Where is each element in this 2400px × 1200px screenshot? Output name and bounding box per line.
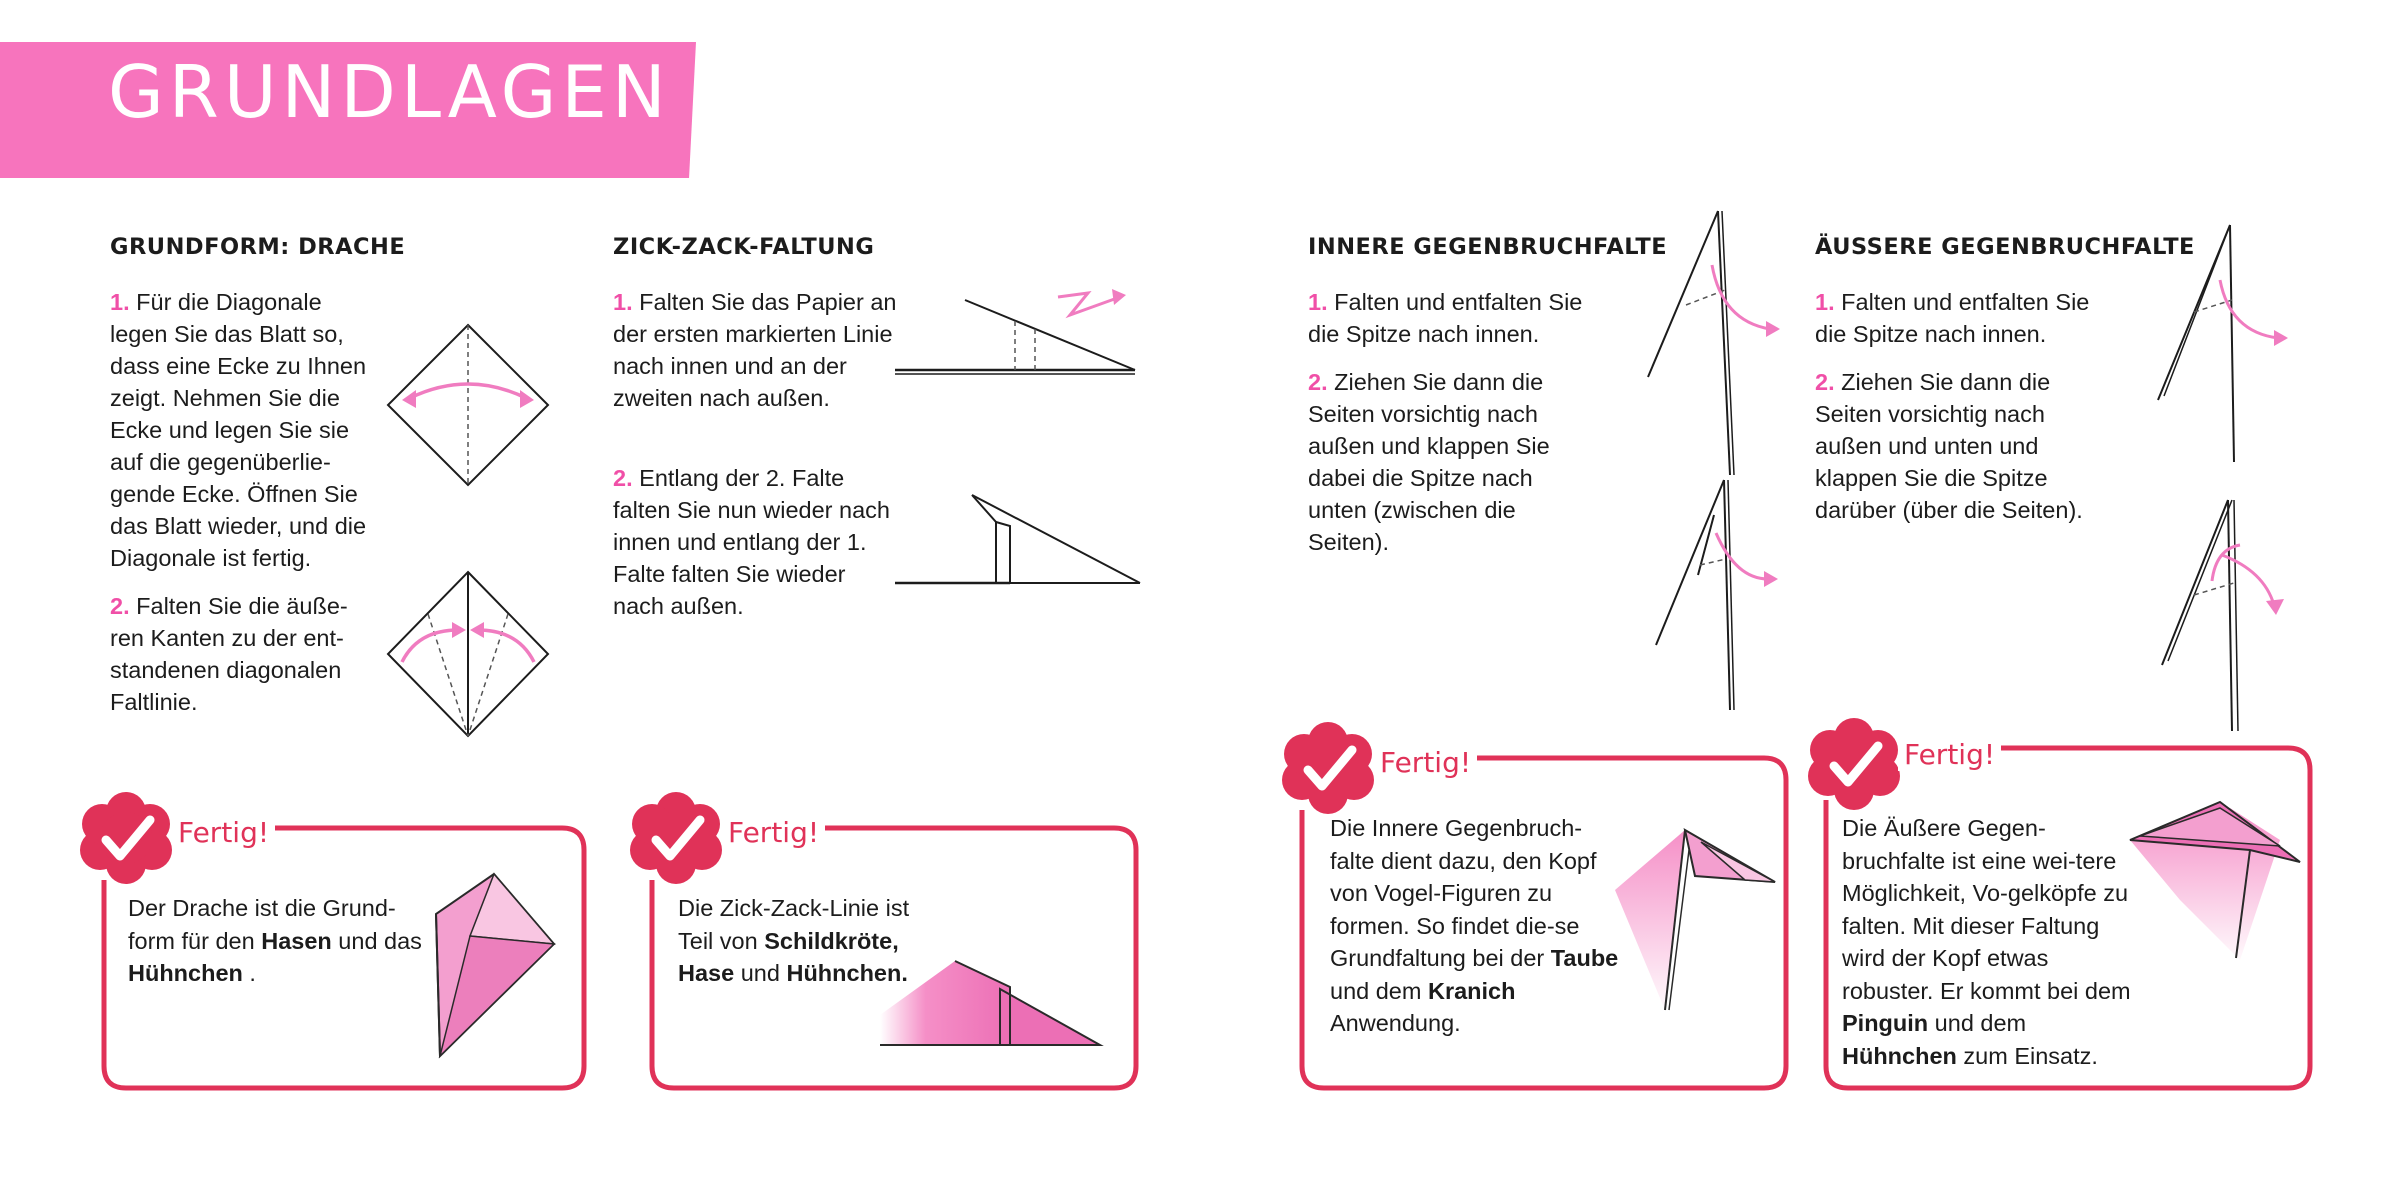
step-aeussere-2: 2. Ziehen Sie dann die Seiten vorsichtig nach außen und unten und klappen Sie die Spitze darüber (über die Seiten). <box>1815 369 2083 523</box>
step-zickzack-2: 2. Entlang der 2. Falte falten Sie nun wieder nach innen und entlang der 1. Falte falten Sie wieder nach außen. <box>613 465 890 619</box>
step-innere-2: 2. Ziehen Sie dann die Seiten vorsichtig nach außen und klappen Sie dabei die Spitze nach unten (zwischen die Seiten). <box>1308 369 1550 555</box>
step-aeussere-1: 1. Falten und entfalten Sie die Spitze nach innen. <box>1815 289 2090 347</box>
zigzag-result-image <box>880 955 1105 1050</box>
fertig-label-drache: Fertig! <box>172 816 275 849</box>
outside-reverse-step2-diagram <box>2150 495 2300 735</box>
fertig-label-zickzack: Fertig! <box>722 816 825 849</box>
section-heading-innere: INNERE GEGENBRUCHFALTE <box>1308 234 1668 260</box>
step-zickzack-1: 1. Falten Sie das Papier an der ersten markierten Linie nach innen und an der zweiten nach außen. <box>613 289 897 411</box>
diagonal-fold-diagram <box>380 320 560 490</box>
result-text-drache: Der Drache ist die Grund-form für den Hasen und das Hühnchen . <box>128 895 422 986</box>
checkmark-badge-icon <box>1280 720 1376 816</box>
result-text-zickzack: Die Zick-Zack-Linie ist Teil von Schildkröte, Hase und Hühnchen. <box>678 895 910 986</box>
step-drache-1: 1. Für die Diagonale legen Sie das Blatt so, dass eine Ecke zu Ihnen zeigt. Nehmen Sie die Ecke und legen Sie sie auf die gegenüberlie-gende Ecke. Öffnen Sie das Blatt wieder, und die Diagonale ist fertig. <box>110 289 367 571</box>
checkmark-badge-icon <box>78 790 174 886</box>
inside-reverse-step1-diagram <box>1640 205 1790 485</box>
zigzag-step2-diagram <box>890 490 1140 590</box>
kite-fold-diagram <box>380 570 560 740</box>
section-heading-aeussere: ÄUSSERE GEGENBRUCHFALTE <box>1815 234 2195 260</box>
result-text-innere: Die Innere Gegenbruch-falte dient dazu, den Kopf von Vogel-Figuren zu formen. So findet die-se Grundfaltung bei der Taube und dem Kranich Anwendung. <box>1330 815 1619 1036</box>
zigzag-step1-diagram <box>890 285 1140 385</box>
outside-reverse-step1-diagram <box>2150 220 2300 470</box>
section-heading-drache: GRUNDFORM: DRACHE <box>110 234 406 260</box>
result-text-aeussere: Die Äußere Gegen-bruchfalte ist eine wei-tere Möglichkeit, Vo-gelköpfe zu falten. Mit dieser Faltung wird der Kopf etwas robuster. Er kommt bei dem Pinguin und dem Hühnchen zum Einsatz. <box>1842 815 2131 1069</box>
step-drache-2: 2. Falten Sie die äuße-ren Kanten zu der ent-standenen diagonalen Faltlinie. <box>110 593 348 715</box>
section-heading-zickzack: ZICK-ZACK-FALTUNG <box>613 234 875 260</box>
fertig-label-aeussere: Fertig! <box>1898 738 2001 771</box>
inside-reverse-result-image <box>1605 820 1780 1020</box>
kite-result-image <box>430 870 560 1070</box>
fertig-label-innere: Fertig! <box>1374 746 1477 779</box>
step-innere-1: 1. Falten und entfalten Sie die Spitze nach innen. <box>1308 289 1583 347</box>
checkmark-badge-icon <box>628 790 724 886</box>
page-title: GRUNDLAGEN <box>108 50 671 134</box>
checkmark-badge-icon <box>1806 716 1902 812</box>
inside-reverse-step2-diagram <box>1640 475 1790 715</box>
outside-reverse-result-image <box>2120 790 2310 970</box>
